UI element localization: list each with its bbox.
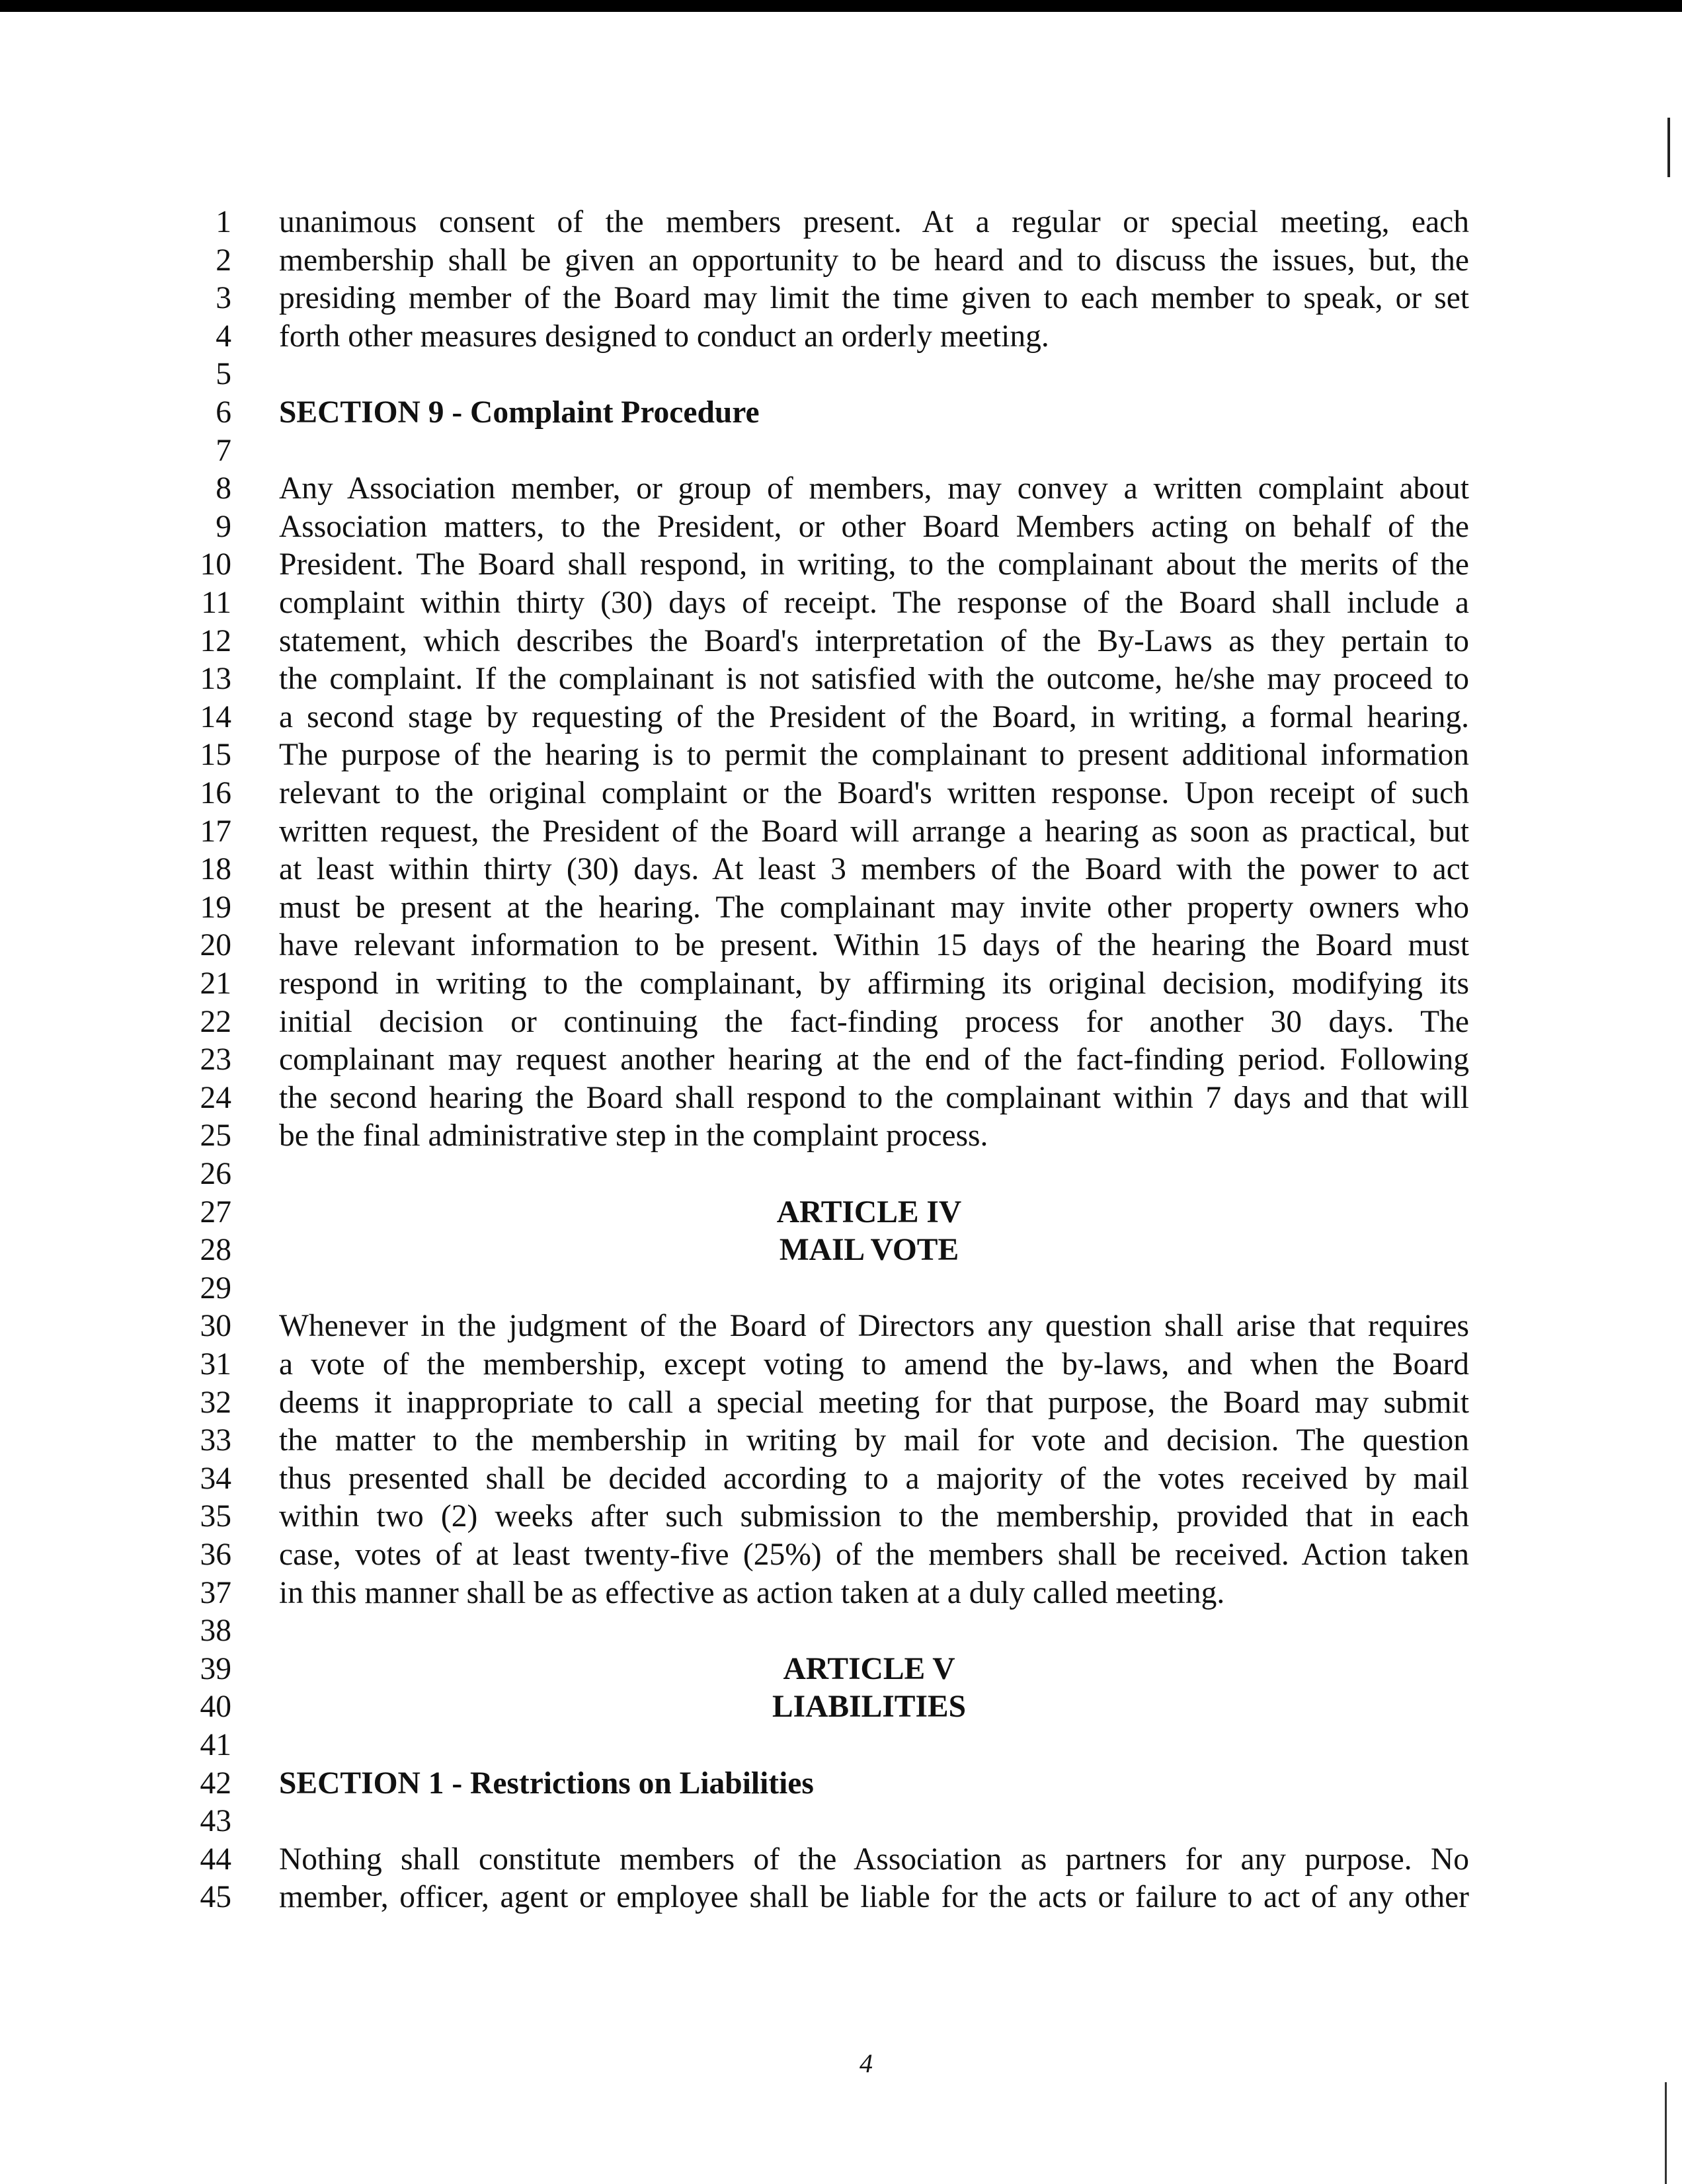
document-line: [0, 204, 1682, 241]
document-line: [0, 1079, 1682, 1116]
line-text: member, officer, agent or employee shall be liable for the acts or failure to act of any other: [279, 1880, 1469, 1915]
line-text: presiding member of the Board may limit the time given to each member to speak, or set: [279, 281, 1469, 316]
line-text: membership shall be given an opportunity to be heard and to discuss the issues, but, the: [279, 243, 1469, 278]
document-line: [0, 965, 1682, 1002]
document-line: [0, 1003, 1682, 1040]
line-number: 12: [200, 623, 231, 658]
document-line: [0, 1384, 1682, 1421]
line-number: 30: [200, 1309, 231, 1344]
document-line: [0, 1460, 1682, 1497]
line-text: at least within thirty (30) days. At least 3 members of the Board with the power to act: [279, 852, 1469, 887]
line-number: 5: [216, 357, 231, 392]
section-heading: SECTION 1 - Restrictions on Liabilities: [279, 1766, 814, 1801]
line-text: complainant may request another hearing at the end of the fact-finding period. Following: [279, 1042, 1469, 1077]
article-heading: ARTICLE IV: [776, 1194, 962, 1229]
line-text: a second stage by requesting of the President of the Board, in writing, a formal hearing.: [279, 699, 1469, 734]
line-number: 40: [200, 1690, 231, 1725]
document-line: [0, 889, 1682, 926]
document-line: [0, 1155, 1682, 1192]
line-text: thus presented shall be decided according to a majority of the votes received by mail: [279, 1461, 1469, 1496]
line-number: 37: [200, 1575, 231, 1610]
line-number: 18: [200, 852, 231, 887]
line-number: 38: [200, 1614, 231, 1649]
line-number: 28: [200, 1233, 231, 1268]
line-number: 31: [200, 1347, 231, 1382]
line-text: relevant to the original complaint or the Board's written response. Upon receipt of such: [279, 776, 1469, 810]
line-text: Association matters, to the President, or other Board Members acting on behalf of the: [279, 509, 1469, 544]
line-text: must be present at the hearing. The complainant may invite other property owners who: [279, 890, 1469, 925]
page-number: 4: [860, 2048, 873, 2078]
line-number: 1: [216, 205, 231, 239]
line-text: complaint within thirty (30) days of receipt. The response of the Board shall include a: [279, 586, 1469, 620]
line-number: 20: [200, 928, 231, 963]
document-line: [0, 1651, 1682, 1688]
line-number: 22: [200, 1004, 231, 1039]
line-text: statement, which describes the Board's interpretation of the By-Laws as they pertain to: [279, 623, 1469, 658]
line-number: 19: [200, 890, 231, 925]
line-number: 23: [200, 1042, 231, 1077]
line-number: 13: [200, 662, 231, 697]
line-number: 3: [216, 281, 231, 316]
article-heading: MAIL VOTE: [779, 1233, 959, 1268]
document-line: [0, 1270, 1682, 1307]
line-number: 4: [216, 319, 231, 354]
document-line: [0, 736, 1682, 773]
document-line: [0, 546, 1682, 583]
document-line: [0, 660, 1682, 697]
line-text: have relevant information to be present. Within 15 days of the hearing the Board must: [279, 928, 1469, 963]
line-number: 10: [200, 547, 231, 582]
document-line: [0, 584, 1682, 621]
line-text: forth other measures designed to conduct an orderly meeting.: [279, 319, 1049, 354]
document-line: [0, 1688, 1682, 1725]
document-line: [0, 242, 1682, 279]
line-number: 24: [200, 1080, 231, 1115]
line-number: 2: [216, 243, 231, 278]
document-line: [0, 432, 1682, 469]
line-number: 9: [216, 509, 231, 544]
line-number: 35: [200, 1499, 231, 1534]
line-number: 15: [200, 738, 231, 773]
line-text: written request, the President of the Board will arrange a hearing as soon as practical, but: [279, 814, 1469, 849]
document-line: [0, 1536, 1682, 1573]
line-number: 34: [200, 1461, 231, 1496]
line-text: the matter to the membership in writing by mail for vote and decision. The question: [279, 1423, 1469, 1458]
line-text: respond in writing to the complainant, by affirming its original decision, modifying its: [279, 966, 1469, 1001]
article-heading: LIABILITIES: [772, 1690, 967, 1725]
line-number: 36: [200, 1538, 231, 1572]
document-line: [0, 1117, 1682, 1154]
document-line: [0, 470, 1682, 507]
document-line: [0, 775, 1682, 812]
line-number: 42: [200, 1766, 231, 1801]
document-line: [0, 1803, 1682, 1840]
line-number: 45: [200, 1880, 231, 1915]
line-number: 21: [200, 966, 231, 1001]
line-number: 32: [200, 1385, 231, 1420]
line-text: unanimous consent of the members present. At a regular or special meeting, each: [279, 205, 1469, 239]
line-number: 25: [200, 1118, 231, 1153]
line-text: deems it inappropriate to call a special meeting for that purpose, the Board may submit: [279, 1385, 1469, 1420]
document-line: [0, 1231, 1682, 1268]
line-number: 29: [200, 1270, 231, 1306]
document-line: [0, 1727, 1682, 1764]
document-line: [0, 699, 1682, 736]
line-text: a vote of the membership, except voting to amend the by-laws, and when the Board: [279, 1347, 1469, 1382]
line-text: within two (2) weeks after such submission to the membership, provided that in each: [279, 1499, 1469, 1534]
line-text: case, votes of at least twenty-five (25%) of the members shall be received. Action taken: [279, 1538, 1469, 1572]
line-number: 16: [200, 776, 231, 810]
document-line: [0, 927, 1682, 964]
line-text: President. The Board shall respond, in writing, to the complainant about the merits of the: [279, 547, 1469, 582]
line-number: 17: [200, 814, 231, 849]
document-line: [0, 851, 1682, 888]
document-line: [0, 1841, 1682, 1878]
document-line: [0, 1498, 1682, 1535]
document-line: [0, 1422, 1682, 1459]
line-number: 39: [200, 1651, 231, 1686]
line-text: initial decision or continuing the fact-finding process for another 30 days. The: [279, 1004, 1469, 1039]
line-text: in this manner shall be as effective as action taken at a duly called meeting.: [279, 1575, 1225, 1610]
line-number: 6: [216, 395, 231, 430]
line-number: 43: [200, 1804, 231, 1839]
document-line: [0, 1346, 1682, 1383]
document-line: [0, 356, 1682, 393]
document-line: [0, 508, 1682, 545]
line-number: 11: [201, 586, 231, 620]
section-heading: SECTION 9 - Complaint Procedure: [279, 395, 760, 430]
line-text: the second hearing the Board shall respond to the complainant within 7 days and that will: [279, 1080, 1469, 1115]
line-number: 41: [200, 1728, 231, 1762]
line-text: Nothing shall constitute members of the Association as partners for any purpose. No: [279, 1842, 1469, 1877]
line-text: be the final administrative step in the complaint process.: [279, 1118, 988, 1153]
document-line: [0, 623, 1682, 660]
document-line: [0, 1765, 1682, 1802]
line-text: Any Association member, or group of members, may convey a written complaint about: [279, 471, 1469, 506]
line-number: 33: [200, 1423, 231, 1458]
document-line: [0, 1194, 1682, 1231]
document-line: [0, 813, 1682, 850]
document-line: [0, 1307, 1682, 1345]
document-line: [0, 1041, 1682, 1078]
line-number: 14: [200, 699, 231, 734]
line-number: 7: [216, 433, 231, 468]
line-number: 27: [200, 1194, 231, 1229]
line-text: Whenever in the judgment of the Board of Directors any question shall arise that requires: [279, 1309, 1469, 1344]
document-line: [0, 1879, 1682, 1916]
document-line: [0, 1575, 1682, 1612]
document-line: [0, 1612, 1682, 1649]
line-number: 44: [200, 1842, 231, 1877]
article-heading: ARTICLE V: [783, 1651, 955, 1686]
document-line: [0, 280, 1682, 317]
line-number: 8: [216, 471, 231, 506]
document-line: [0, 394, 1682, 431]
line-text: The purpose of the hearing is to permit the complainant to present additional information: [279, 738, 1469, 773]
line-text: the complaint. If the complainant is not satisfied with the outcome, he/she may proceed to: [279, 662, 1469, 697]
document-line: [0, 318, 1682, 355]
line-number: 26: [200, 1157, 231, 1191]
